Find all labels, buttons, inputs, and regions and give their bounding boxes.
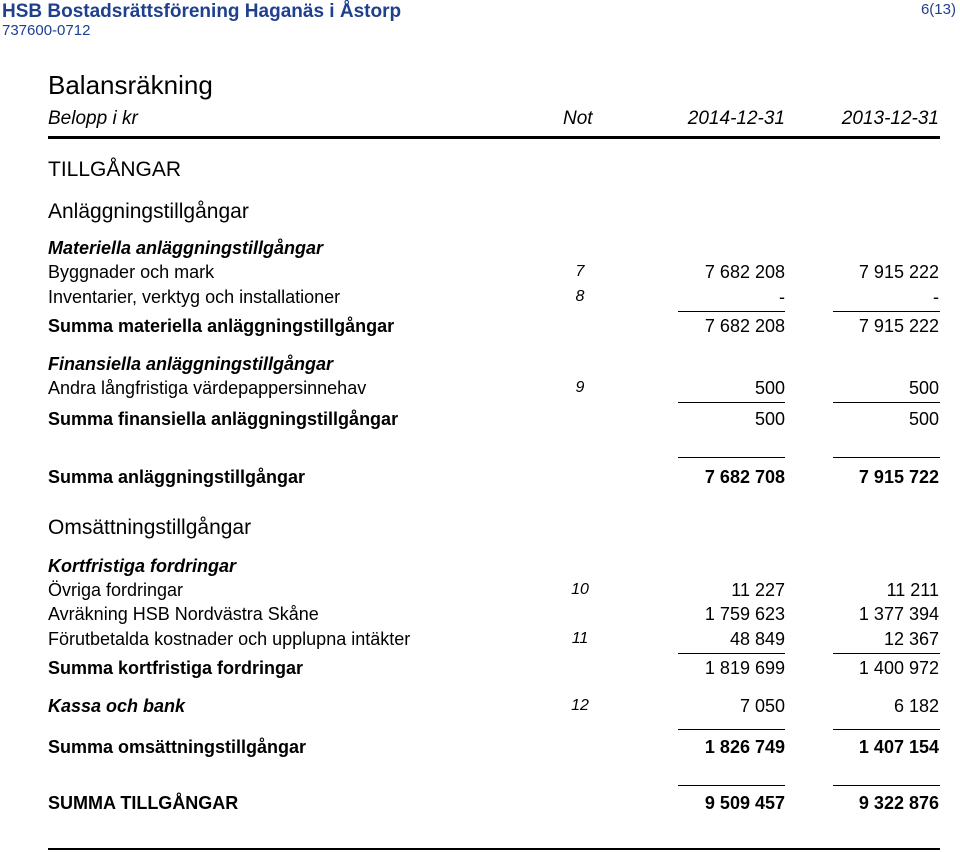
row-note: 11	[571, 630, 589, 647]
cash-and-bank-value-2013: 6 182	[893, 696, 939, 716]
page-number: 6(13)	[920, 1, 956, 18]
subsection-heading-tangible: Materiella anläggningstillgångar	[48, 238, 324, 258]
sum-rule	[678, 311, 785, 312]
column-header-label: Belopp i kr	[48, 108, 138, 129]
total-current-assets-label: Summa omsättningstillgångar	[48, 737, 307, 757]
total-assets-label: SUMMA TILLGÅNGAR	[48, 793, 239, 813]
subsection-heading-financial: Finansiella anläggningstillgångar	[48, 354, 334, 374]
total-assets-value-2014: 9 509 457	[704, 793, 785, 813]
section-heading-current-assets: Omsättningstillgångar	[48, 516, 252, 539]
subtotal-value-2013: 1 400 972	[858, 658, 939, 678]
row-note: 7	[575, 263, 585, 280]
column-header-note: Not	[563, 108, 593, 129]
section-heading-assets: TILLGÅNGAR	[48, 158, 182, 181]
sum-rule	[678, 785, 785, 786]
total-current-assets-value-2014: 1 826 749	[704, 737, 785, 757]
total-assets-value-2013: 9 322 876	[858, 793, 939, 813]
subtotal-label: Summa materiella anläggningstillgångar	[48, 316, 395, 336]
subtotal-value-2014: 7 682 208	[704, 316, 785, 336]
sum-rule	[833, 402, 940, 403]
column-header-year1: 2014-12-31	[687, 108, 785, 129]
sum-rule	[833, 311, 940, 312]
row-value-2014: 7 682 208	[704, 262, 785, 282]
page-title: Balansräkning	[48, 70, 213, 100]
organization-name: HSB Bostadsrättsförening Haganäs i Åstorp	[2, 1, 402, 22]
row-note: 9	[575, 379, 585, 396]
sum-rule	[833, 785, 940, 786]
row-label: Avräkning HSB Nordvästra Skåne	[48, 604, 319, 624]
row-value-2013: -	[933, 287, 939, 307]
row-label: Inventarier, verktyg och installationer	[48, 287, 341, 307]
subtotal-label: Summa finansiella anläggningstillgångar	[48, 409, 399, 429]
cash-and-bank-value-2014: 7 050	[739, 696, 785, 716]
subtotal-value-2014: 1 819 699	[704, 658, 785, 678]
row-value-2013: 500	[908, 378, 939, 398]
row-value-2013: 11 211	[886, 580, 939, 600]
sum-rule	[678, 457, 785, 458]
row-value-2013: 12 367	[883, 629, 939, 649]
subtotal-value-2014: 500	[754, 409, 785, 429]
organization-number: 737600-0712	[2, 22, 91, 39]
section-heading-fixed-assets: Anläggningstillgångar	[48, 200, 249, 223]
sum-rule	[678, 729, 785, 730]
column-header-year2: 2013-12-31	[841, 108, 939, 129]
header-rule	[48, 136, 940, 139]
total-fixed-assets-label: Summa anläggningstillgångar	[48, 467, 306, 487]
sum-rule	[678, 653, 785, 654]
row-value-2014: -	[779, 287, 785, 307]
subtotal-value-2013: 500	[908, 409, 939, 429]
total-fixed-assets-value-2013: 7 915 722	[858, 467, 939, 487]
row-label: Byggnader och mark	[48, 262, 215, 282]
row-value-2013: 1 377 394	[858, 604, 939, 624]
footer-rule	[48, 848, 940, 850]
row-value-2014: 500	[754, 378, 785, 398]
sum-rule	[833, 457, 940, 458]
row-label: Förutbetalda kostnader och upplupna intäkter	[48, 629, 411, 649]
row-value-2014: 1 759 623	[704, 604, 785, 624]
total-current-assets-value-2013: 1 407 154	[858, 737, 939, 757]
subsection-heading-receivables: Kortfristiga fordringar	[48, 556, 237, 576]
row-note: 12	[571, 697, 589, 714]
row-note: 10	[571, 581, 589, 598]
row-label: Andra långfristiga värdepappersinnehav	[48, 378, 367, 398]
sum-rule	[833, 653, 940, 654]
sum-rule	[833, 729, 940, 730]
row-value-2014: 48 849	[729, 629, 785, 649]
subtotal-value-2013: 7 915 222	[858, 316, 939, 336]
subtotal-label: Summa kortfristiga fordringar	[48, 658, 304, 678]
row-value-2013: 7 915 222	[858, 262, 939, 282]
cash-and-bank-label: Kassa och bank	[48, 696, 186, 716]
row-value-2014: 11 227	[731, 580, 785, 600]
total-fixed-assets-value-2014: 7 682 708	[704, 467, 785, 487]
row-label: Övriga fordringar	[48, 580, 184, 600]
row-note: 8	[575, 288, 585, 305]
sum-rule	[678, 402, 785, 403]
